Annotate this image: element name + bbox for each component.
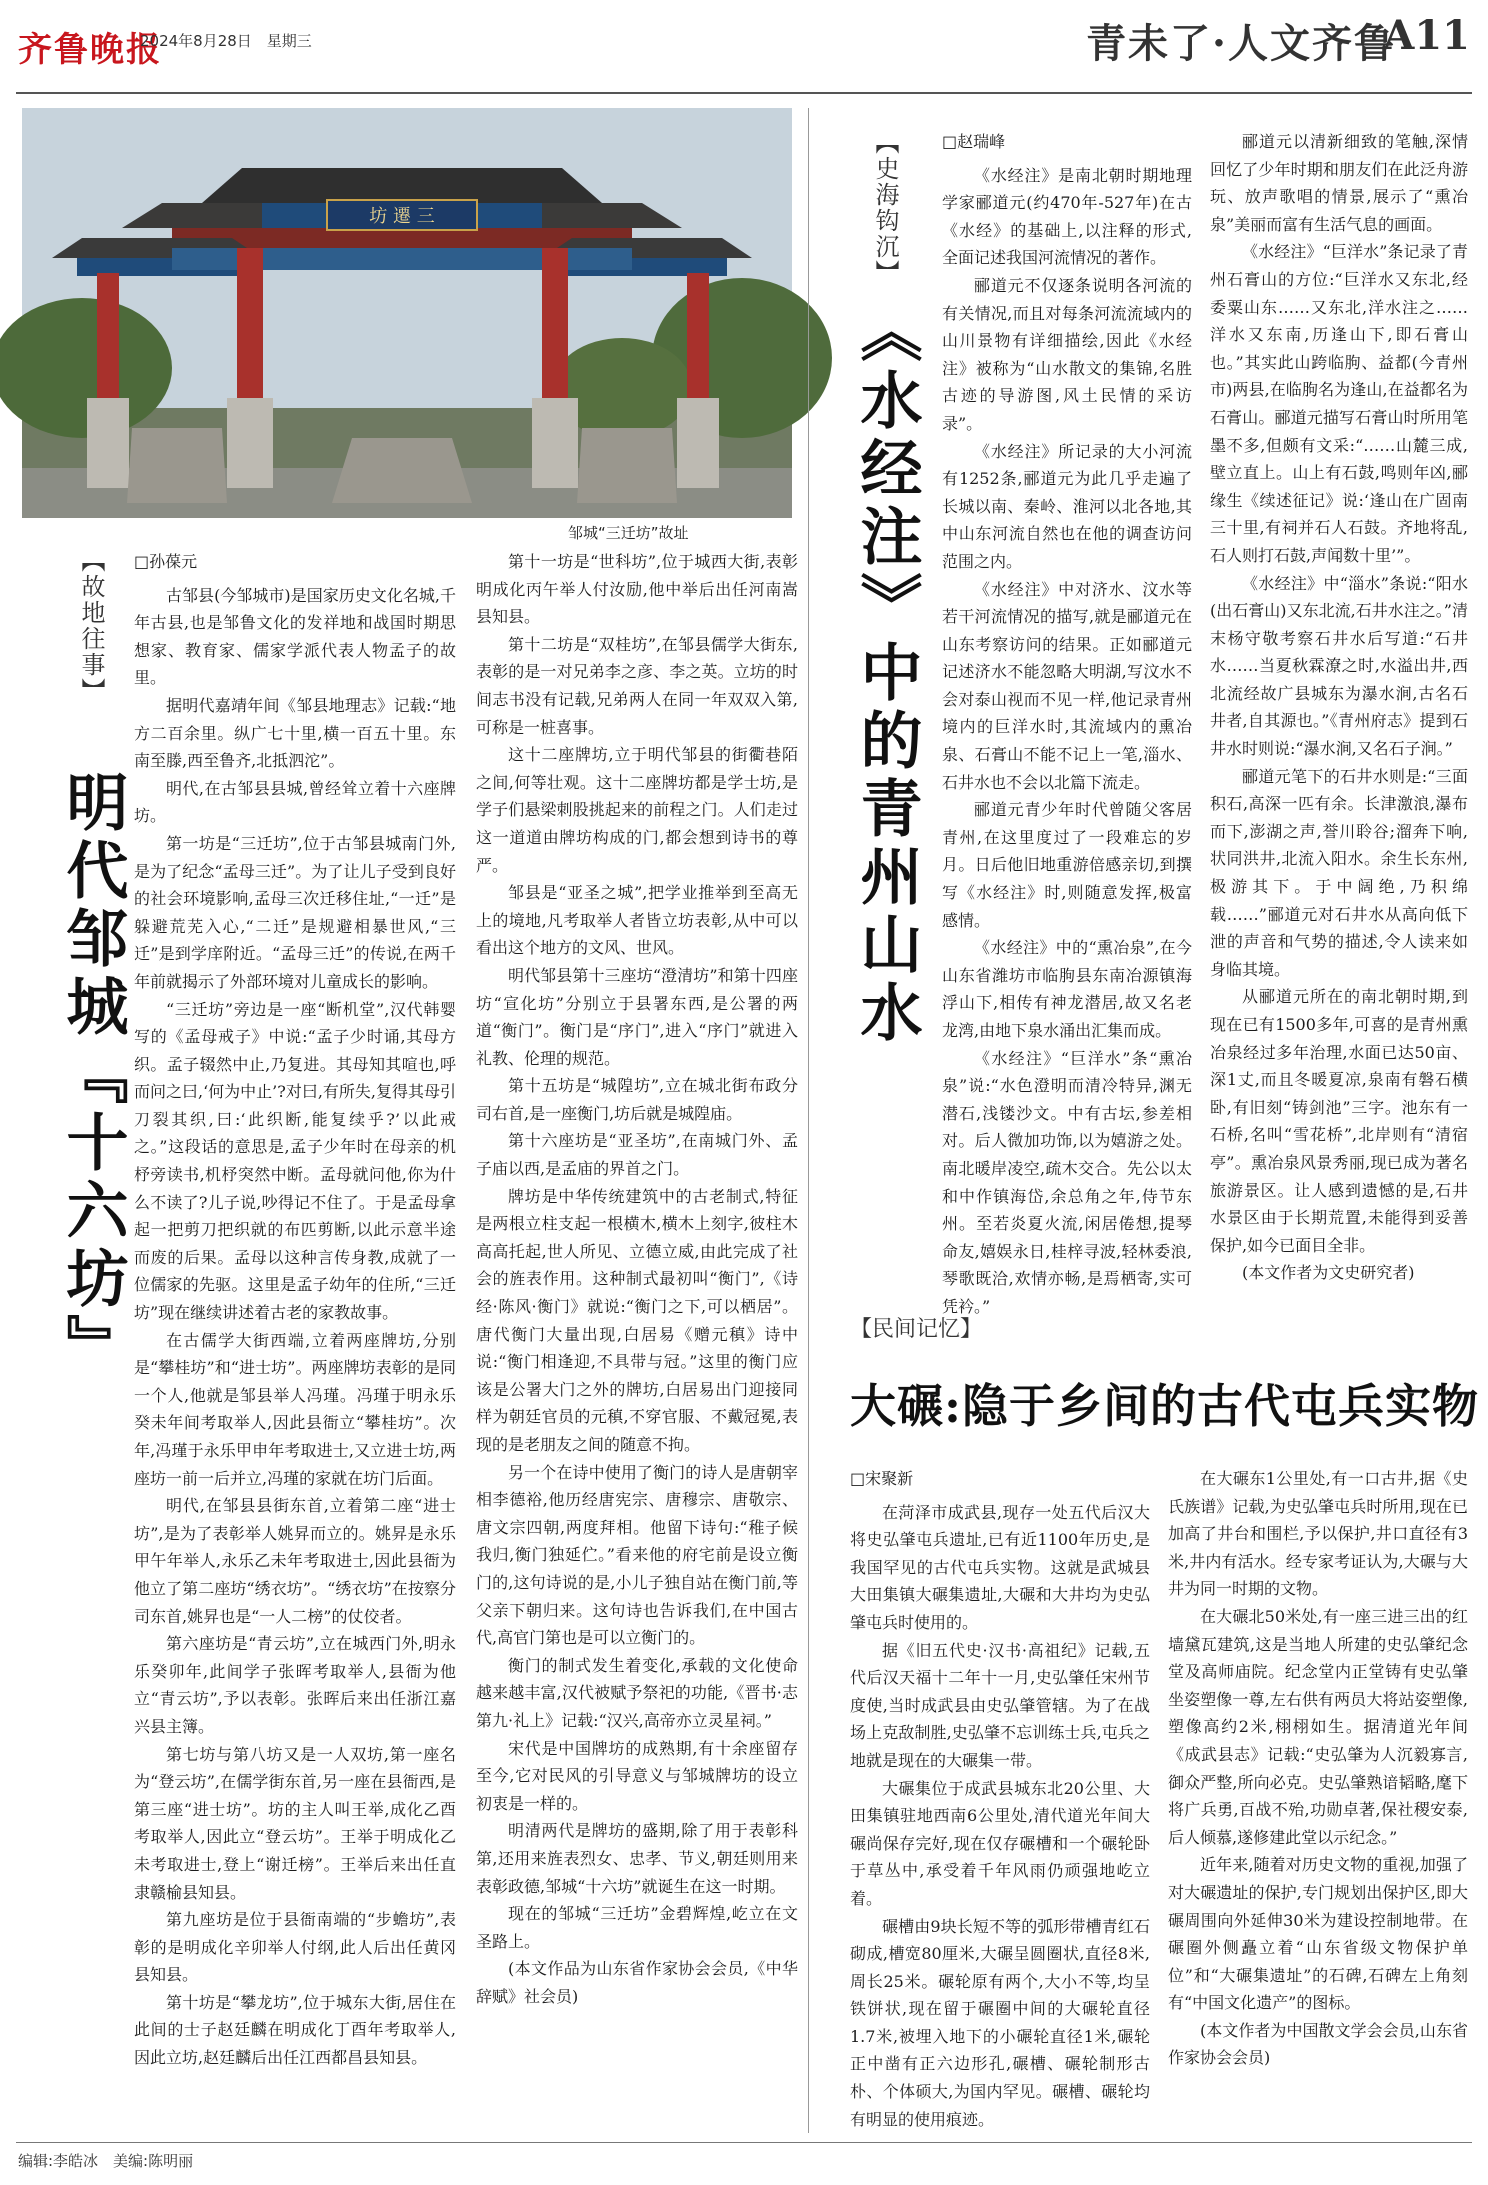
- paragraph: 《水经注》中的“熏冶泉”,在今山东省潍坊市临朐县东南冶源镇海浮山下,相传有神龙潜居,故又名老龙湾,由地下泉水涌出汇集而成。: [942, 938, 1192, 1040]
- paragraph: “三迁坊”旁边是一座“断机堂”,汉代韩婴写的《孟母戒子》中说:“孟子少时诵,其母方织。孟子辍然中止,乃复进。其母知其喧也,呼而问之曰,‘何为中止’?对曰,有所失,复得其母引刀裂其织,曰:‘此织断,能复续乎?’以此戒之。”这段话的意思是,孟子少年时在母亲的机杼旁读书,机杼突然中断。孟母就问他,你为什么不读了?儿子说,吵得记不住了。于是孟母拿起一把剪刀把织就的布匹剪断,以此示意半途而废的后果。孟母以这种言传身教,成就了一位儒家的先驱。这里是孟子幼年的住所,“三迁坊”现在继续讲述着古老的家教故事。: [134, 999, 457, 1323]
- paragraph: 另一个在诗中使用了衡门的诗人是唐朝宰相李德裕,他历经唐宪宗、唐穆宗、唐敬宗、唐文宗四朝,两度拜相。他留下诗句:“稚子候我归,衡门独延伫。”看来他的府宅前是设立衡门的,这句诗说的是,小儿子独自站在衡门前,等父亲下朝归来。这句诗也告诉我们,在中国古代,高官门第也是可以立衡门的。: [476, 1462, 798, 1648]
- footer-rule: [16, 2142, 1472, 2143]
- article-photo: [22, 108, 792, 518]
- paragraph: 在古儒学大街西端,立着两座牌坊,分别是“攀桂坊”和“进士坊”。两座牌坊表彰的是同一个人,他就是邹县举人冯瑾。冯瑾于明永乐癸未年间考取举人,因此县衙立“攀桂坊”。次年,冯瑾于永乐甲申年考取进士,又立进士坊,两座坊一前一后并立,冯瑾的家就在坊门后面。: [134, 1330, 456, 1488]
- paragraph: 这十二座牌坊,立于明代邹县的街衢巷陌之间,何等壮观。这十二座牌坊都是学士坊,是学子们悬梁刺股挑起来的前程之门。人们走过这一道道由牌坊构成的门,都会想到诗书的尊严。: [476, 745, 798, 875]
- paragraph: 邹县是“亚圣之城”,把学业推举到至高无上的境地,凡考取举人者皆立坊表彰,从中可以看出这个地方的文风、世风。: [476, 883, 798, 958]
- header-rule: [16, 92, 1472, 94]
- paragraph: 明清两代是牌坊的盛期,除了用于表彰科第,还用来旌表烈女、忠孝、节义,朝廷则用来表彰政德,邹城“十六坊”就诞生在这一时期。: [476, 1821, 798, 1896]
- paragraph: 《水经注》所记录的大小河流有1252条,郦道元为此几乎走遍了长城以南、秦岭、淮河以北各地,其中山东河流自然也在他的调查访问范围之内。: [942, 441, 1192, 571]
- paragraph: 宋代是中国牌坊的成熟期,有十余座留存至今,它对民风的引导意义与邹城牌坊的设立初衷是一样的。: [476, 1738, 798, 1813]
- paragraph: 明代,在古邹县县城,曾经耸立着十六座牌坊。: [134, 778, 456, 826]
- article2-column-1: [942, 128, 1192, 1316]
- section-title: 青未了·人文齐鲁: [1086, 20, 1396, 67]
- paifang-illustration: [22, 108, 792, 518]
- article1-column-1: [134, 548, 456, 2128]
- paragraph: (本文作者为文史研究者): [1242, 1263, 1415, 1283]
- paragraph: 古邹县(今邹城市)是国家历史文化名城,千年古县,也是邹鲁文化的发祥地和战国时期思想家、教育家、儒家学派代表人物孟子的故里。: [134, 585, 456, 688]
- article1-author: □孙葆元: [134, 552, 198, 571]
- article1-title: 明代邹城『十六坊』: [56, 770, 129, 1382]
- paragraph: 《水经注》是南北朝时期地理学家郦道元(约470年-527年)在古《水经》的基础上,以注释的形式,全面记述我国河流情况的著作。: [942, 165, 1192, 268]
- article1-tag: 【故地往事】: [77, 548, 105, 704]
- paragraph: 从郦道元所在的南北朝时期,到现在已有1500多年,可喜的是青州熏冶泉经过多年治理,水面已达50亩、深1丈,而且冬暖夏凉,泉南有磐石横卧,有旧刻“铸剑池”三字。池东有一石桥,名叫“雪花桥”,北岸则有“清宿亭”。熏冶泉风景秀丽,现已成为著名旅游景区。让人感到遗憾的是,石井水景区由于长期荒置,未能得到妥善保护,如今已面目全非。: [1210, 987, 1468, 1255]
- newspaper-logo: 齐鲁晚报: [18, 30, 162, 70]
- article3-author: □宋聚新: [850, 1469, 914, 1488]
- article2-tag: 【史海钩沉】: [871, 130, 899, 286]
- article2-author: □赵瑞峰: [942, 132, 1006, 151]
- paifang-sign-text: 坊 遷 三: [369, 206, 435, 227]
- paragraph: 《水经注》中“淄水”条说:“阳水(出石膏山)又东北流,石井水注之。”清末杨守敬考察石井水后写道:“石井水……当夏秋霖潦之时,水溢出井,西北流经故广县城东为瀑水涧,古名石井者,自其源也。”《青州府志》提到石井水时则说:“瀑水涧,又名石子涧。”: [1210, 573, 1468, 759]
- paragraph: 现在的邹城“三迁坊”金碧辉煌,屹立在文圣路上。: [476, 1904, 798, 1951]
- paragraph: 在菏泽市成武县,现存一处五代后汉大将史弘肇屯兵遗址,已有近1100年历史,是我国罕见的古代屯兵实物。这就是武城县大田集镇大碾集遗址,大碾和大井均为史弘肇屯兵时使用的。: [850, 1502, 1150, 1632]
- page-number: A11: [1383, 12, 1470, 59]
- paragraph: 碾槽由9块长短不等的弧形带槽青红石砌成,槽宽80厘米,大碾呈圆圈状,直径8米,周长25米。碾轮原有两个,大小不等,均呈铁饼状,现在留于碾圈中间的大碾轮直径1.7米,被埋入地下的小碾轮直径1米,碾轮正中凿有正六边形孔,碾槽、碾轮制形古朴、个体硕大,为国内罕见。碾槽、碾轮均有明显的使用痕迹。: [850, 1916, 1150, 2129]
- paragraph: 明代,在邹县县街东首,立着第二座“进士坊”,是为了表彰举人姚昇而立的。姚昇是永乐甲午年举人,永乐乙未年考取进士,因此县衙为他立了第二座坊“绣衣坊”。“绣衣坊”在按察分司东首,姚昇也是“一人二榜”的仗佼者。: [134, 1496, 456, 1626]
- paragraph: 郦道元以清新细致的笔触,深情回忆了少年时期和朋友们在此泛舟游玩、放声歌唱的情景,展示了“熏冶泉”美丽而富有生活气息的画面。: [1210, 132, 1468, 234]
- paragraph: 《水经注》“巨洋水”条记录了青州石膏山的方位:“巨洋水又东北,经委粟山东……又东北,洋水注之……洋水又东南,历逢山下,即石膏山也。”其实此山跨临朐、益都(今青州市)两县,在临朐名为逢山,在益都名为石膏山。郦道元描写石膏山时所用笔墨不多,但颇有文采:“……山麓三成,壁立直上。山上有石鼓,鸣则年凶,郦缘生《续述征记》说:‘逢山在广固南三十里,有祠并石人石鼓。齐地将乱,石人则打石鼓,声闻数十里’”。: [1210, 242, 1468, 565]
- issue-date: 2024年8月28日 星期三: [140, 32, 312, 50]
- article3-column-1: [850, 1465, 1150, 2130]
- paragraph: 在大碾北50米处,有一座三进三出的红墙黛瓦建筑,这是当地人所建的史弘肇纪念堂及高师庙院。纪念堂内正堂铸有史弘肇坐姿塑像一尊,左右供有两员大将站姿塑像,塑像高约2米,栩栩如生。据清道光年间《成武县志》记载:“史弘肇为人沉毅寡言,御众严整,所向必克。史弘肇熟谙韬略,麾下将广兵勇,百战不殆,功勋卓著,保社稷安泰,后人倾慕,遂修建此堂以示纪念。”: [1168, 1606, 1468, 1847]
- paragraph: 第六座坊是“青云坊”,立在城西门外,明永乐癸卯年,此间学子张晖考取举人,县衙为他立“青云坊”,予以表彰。张晖后来出任浙江嘉兴县主簿。: [134, 1634, 456, 1736]
- paragraph: 大碾集位于成武县城东北20公里、大田集镇驻地西南6公里处,清代道光年间大碾尚保存完好,现在仅存碾槽和一个碾轮卧于草丛中,承受着千年风雨仍顽强地屹立着。: [850, 1778, 1150, 1908]
- article1-column-2: [476, 548, 798, 2128]
- article3-tag: 【民间记忆】: [850, 1317, 983, 1342]
- article3-title: 大碾:隐于乡间的古代屯兵实物: [850, 1379, 1479, 1433]
- paragraph: 第十五坊是“城隍坊”,立在城北街布政分司右首,是一座衡门,坊后就是城隍庙。: [476, 1076, 798, 1123]
- paragraph: 郦道元青少年时代曾随父客居青州,在这里度过了一段难忘的岁月。日后他旧地重游倍感亲切,到撰写《水经注》时,则随意发挥,极富感情。: [942, 800, 1192, 930]
- paragraph: 牌坊是中华传统建筑中的古老制式,特征是两根立柱支起一根横木,横木上刻字,彼柱木高高托起,世人所见、立德立威,由此完成了社会的旌表作用。这种制式最初叫“衡门”,《诗经·陈风·衡门》就说:“衡门之下,可以栖居”。唐代衡门大量出现,白居易《赠元稹》诗中说:“衡门相逢迎,不具带与冠。”这里的衡门应该是公署大门之外的牌坊,白居易出门迎接同样为朝廷官员的元稹,不穿官服、不戴冠冕,表现的是老朋友之间的随意不拘。: [476, 1186, 798, 1454]
- paragraph: 《水经注》中对济水、汶水等若干河流情况的描写,就是郦道元在山东考察访问的结果。正如郦道元记述济水不能忽略大明湖,写汶水不会对泰山视而不见一样,他记录青州境内的巨洋水时,其流域内的熏冶泉、石膏山不能不记上一笔,淄水、石井水也不会以北篇下流走。: [942, 579, 1192, 792]
- paragraph: 第十坊是“攀龙坊”,位于城东大街,居住在此间的士子赵廷麟在明成化丁酉年考取举人,因此立坊,赵廷麟后出任江西都昌县知县。: [134, 1992, 456, 2068]
- paragraph: 郦道元笔下的石井水则是:“三面积石,高深一匹有余。长津激浪,瀑布而下,澎湖之声,誉川聆谷;溜奔下响,状同洪井,北流入阳水。余生长东州,极游其下。于中阔绝,乃积绵载……”郦道元对石井水从高向低下泄的声音和气势的描述,令人读来如身临其境。: [1210, 766, 1468, 979]
- paragraph: (本文作品为山东省作家协会会员,《中华辞赋》社会员): [476, 1959, 798, 2006]
- paragraph: 第十一坊是“世科坊”,位于城西大街,表彰明成化丙午举人付汝励,他中举后出任河南嵩县知县。: [476, 552, 798, 627]
- paragraph: 第十六座坊是“亚圣坊”,在南城门外、孟子庙以西,是孟庙的界首之门。: [476, 1131, 798, 1179]
- paragraph: 据明代嘉靖年间《邹县地理志》记载:“地方二百余里。纵广七十里,横一百五十里。东南至滕,西至鲁齐,北抵泗沱”。: [134, 695, 456, 771]
- article2-title: 《水经注》中的青州山水: [850, 300, 923, 1048]
- paragraph: 据《旧五代史·汉书·高祖纪》记载,五代后汉天福十二年十一月,史弘肇任宋州节度使,当时成武县由史弘肇管辖。为了在战场上克敌制胜,史弘肇不忘训练士兵,屯兵之地就是现在的大碾集一带。: [850, 1640, 1150, 1770]
- paragraph: 第一坊是“三迁坊”,位于古邹县城南门外,是为了纪念“孟母三迁”。为了让儿子受到良好的社会环境影响,孟母三次迁移住址,“一迁”是躲避荒芜入心,“二迁”是规避相暴世风,“三迁”是到学庠附近。“孟母三迁”的传说,在两千年前就揭示了外部环境对儿童成长的影响。: [134, 833, 456, 991]
- paragraph: 《水经注》“巨洋水”条“熏冶泉”说:“水色澄明而清冷特异,渊无潜石,浅镂沙文。中有古坛,参差相对。后人微加功饰,以为嬉游之处。南北暖岸凌空,疏木交合。先公以太和中作镇海岱,余总角之年,侍节东州。至若炎夏火流,闲居倦想,提琴命友,嬉娱永日,桂梓寻波,轻林委浪,琴歌既洽,欢情亦畅,是焉栖寄,实可凭衿。”: [942, 1048, 1192, 1316]
- paragraph: (本文作者为中国散文学会会员,山东省作家协会会员): [1168, 2020, 1468, 2068]
- paragraph: 在大碾东1公里处,有一口古井,据《史氏族谱》记载,为史弘肇屯兵时所用,现在已加高了井台和围栏,予以保护,井口直径有3米,井内有活水。经专家考证认为,大碾与大井为同一时期的文物。: [1168, 1469, 1468, 1599]
- paragraph: 郦道元不仅逐条说明各河流的有关情况,而且对每条河流流域内的山川景物有详细描绘,因此《水经注》被称为“山水散文的集锦,名胜古迹的导游图,风土民情的采访录”。: [942, 275, 1192, 433]
- article3-column-2: [1168, 1465, 1468, 2130]
- paragraph: 衡门的制式发生着变化,承载的文化使命越来越丰富,汉代被赋予祭祀的功能,《晋书·志第九·礼上》记载:“汉兴,高帝亦立灵星祠。”: [476, 1655, 798, 1730]
- photo-caption: 邹城“三迁坊”故址: [568, 524, 689, 542]
- paragraph: 第九座坊是位于县衙南端的“步蟾坊”,表彰的是明成化辛卯举人付纲,此人后出任黄冈县知县。: [134, 1910, 456, 1985]
- paragraph: 明代邹县第十三座坊“澄清坊”和第十四座坊“宣化坊”分别立于县署东西,是公署的两道“衡门”。衡门是“序门”,进入“序门”就进入礼教、伦理的规范。: [476, 965, 798, 1068]
- editor-credit: 编辑:李皓冰 美编:陈明丽: [18, 2152, 194, 2170]
- column-divider: [808, 108, 809, 2133]
- article2-column-2: [1210, 128, 1468, 1283]
- paragraph: 第十二坊是“双桂坊”,在邹县儒学大街东,表彰的是一对兄弟李之彦、李之英。立坊的时间志书没有记载,兄弟两人在同一年双双入第,可称是一桩喜事。: [476, 634, 798, 737]
- paragraph: 近年来,随着对历史文物的重视,加强了对大碾遗址的保护,专门规划出保护区,即大碾周围向外延伸30米为建设控制地带。在碾圈外侧矗立着“山东省级文物保护单位”和“大碾集遗址”的石碑,石碑左上角刻有“中国文化遗产”的图标。: [1168, 1855, 1468, 2013]
- paragraph: 第七坊与第八坊又是一人双坊,第一座名为“登云坊”,在儒学街东首,另一座在县衙西,是第三座“进士坊”。坊的主人叫王举,成化乙酉考取举人,因此立“登云坊”。王举于明成化乙未考取进士,登上“谢迁榜”。王举后来出任直隶赣榆县知县。: [134, 1744, 456, 1902]
